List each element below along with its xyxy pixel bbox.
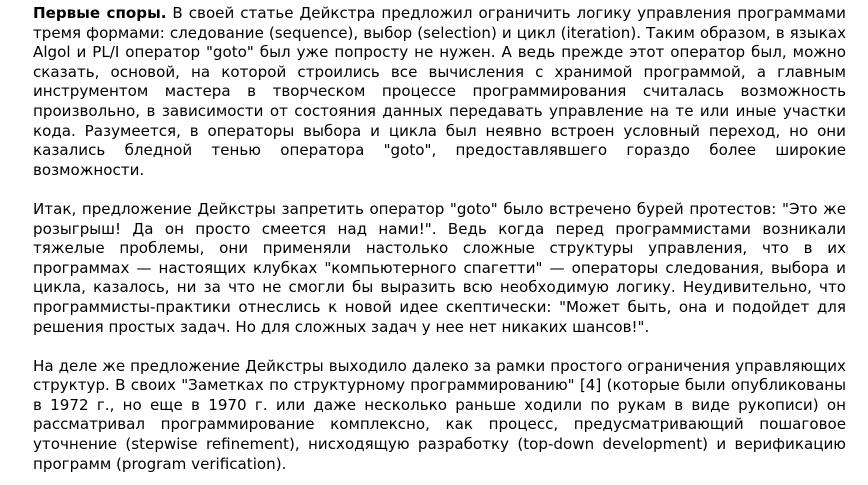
article-body (33, 4, 846, 474)
paragraph-first-disputes (33, 4, 846, 180)
paragraph-text: Итак, предложение Дейкстры запретить оператор "goto" было встречено бурей протестов: "Это же розыгрыш! Да он просто смеется над нами!". Ведь когда перед программистами возникали тяжелые проблемы, они применяли настолько сложные структуры управления, что в их программах — настоящих клубках "компьютерного спагетти" — операторы следования, выбора и цикла, казалось, ни за что не смогли бы выразить всю необходимую логику. Неудивительно, что программисты-практики отнеслись к новой идее скептически: "Может быть, она и подойдет для решения простых задач. Но для сложных задач у нее нет никаких шансов!". (33, 199, 846, 336)
paragraph-protests (33, 200, 846, 337)
paragraph-text: В своей статье Дейкстра предложил ограничить логику управления программами тремя формами: следование (sequence), выбор (selection) и цикл (iteration). Таким образом, в языках Algol и PL/I оператор "goto" был уже попросту не нужен. А ведь прежде этот оператор был, можно сказать, основой, на которой строились все вычисления с хранимой программой, а главным инструментом мастера в творческом процессе программирования считалась возможность произвольно, в зависимости от состояния данных передавать управление на те или иные участки кода. Разумеется, в операторы выбора и цикла был неявно встроен условный переход, но они казались бледной тенью оператора "goto", предоставлявшего гораздо более широкие возможности. (33, 4, 846, 179)
paragraph-lead-heading: Первые споры. (33, 4, 167, 22)
paragraph-structured-programming (33, 357, 846, 475)
paragraph-text: На деле же предложение Дейкстры выходило далеко за рамки простого ограничения управляющих структур. В своих "Заметках по структурному программированию" [4] (которые были опубликованы в 1972 г., но еще в 1970 г. или даже несколько раньше ходили по рукам в виде рукописи) он рассматривал программирование комплексно, как процесс, предусматривающий пошаговое уточнение (stepwise refinement), нисходящую разработку (top-down development) и верификацию программ (program verification). (33, 356, 846, 473)
